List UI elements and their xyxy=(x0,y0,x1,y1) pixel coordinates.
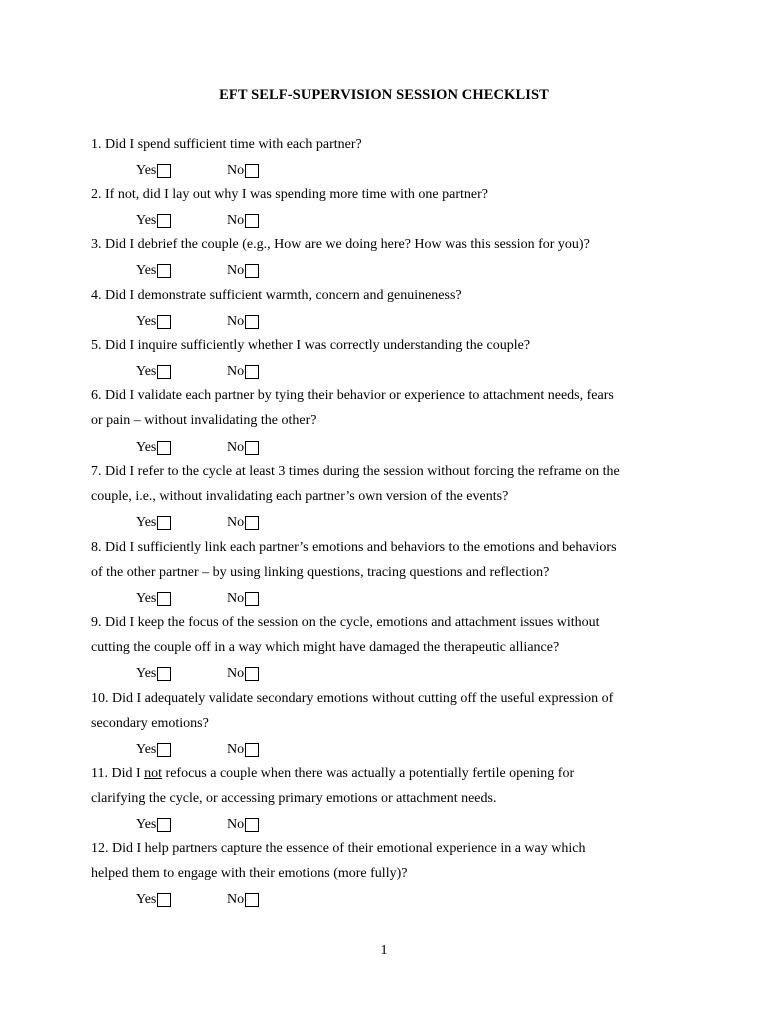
yes-label: Yes xyxy=(136,440,157,455)
no-label: No xyxy=(227,314,245,329)
no-checkbox[interactable] xyxy=(245,516,259,530)
no-option xyxy=(227,514,259,532)
yes-option xyxy=(136,363,171,381)
question-5 xyxy=(91,333,691,358)
question-text-emphasis: not xyxy=(144,766,163,781)
no-option xyxy=(227,439,259,457)
yes-checkbox[interactable] xyxy=(157,893,171,907)
question-text: 3. Did I debrief the couple (e.g., How are we doing here? How was this session for you)? xyxy=(91,237,590,252)
question-2 xyxy=(91,182,691,207)
question-text-suffix: refocus a couple when there was actually a potentially fertile opening for xyxy=(162,766,575,781)
question-text-line-2: clarifying the cycle, or accessing primary emotions or attachment needs. xyxy=(91,791,497,806)
yes-label: Yes xyxy=(136,314,157,329)
yes-label: Yes xyxy=(136,263,157,278)
yes-checkbox[interactable] xyxy=(157,315,171,329)
no-checkbox[interactable] xyxy=(245,365,259,379)
question-text: 4. Did I demonstrate sufficient warmth, concern and genuineness? xyxy=(91,288,462,303)
no-checkbox[interactable] xyxy=(245,818,259,832)
question-text-line-2: secondary emotions? xyxy=(91,716,209,731)
question-text: 2. If not, did I lay out why I was spending more time with one partner? xyxy=(91,187,488,202)
question-text: 5. Did I inquire sufficiently whether I was correctly understanding the couple? xyxy=(91,338,531,353)
question-text-line-2: of the other partner – by using linking questions, tracing questions and reflection? xyxy=(91,565,550,580)
yes-checkbox[interactable] xyxy=(157,164,171,178)
yes-label: Yes xyxy=(136,742,157,757)
yes-option xyxy=(136,439,171,457)
no-checkbox[interactable] xyxy=(245,743,259,757)
question-6 xyxy=(91,383,691,433)
no-option xyxy=(227,590,259,608)
yes-label: Yes xyxy=(136,515,157,530)
question-7 xyxy=(91,459,691,509)
document-title: EFT SELF-SUPERVISION SESSION CHECKLIST xyxy=(219,87,549,103)
page-number: 1 xyxy=(380,943,388,958)
no-option xyxy=(227,262,259,280)
yes-label: Yes xyxy=(136,591,157,606)
question-text-line-2: couple, i.e., without invalidating each partner’s own version of the events? xyxy=(91,489,509,504)
no-option xyxy=(227,212,259,230)
question-8 xyxy=(91,535,691,585)
yes-checkbox[interactable] xyxy=(157,818,171,832)
question-text-line-1: 6. Did I validate each partner by tying their behavior or experience to attachment needs, fears xyxy=(91,388,614,403)
yes-label: Yes xyxy=(136,666,157,681)
yes-option xyxy=(136,891,171,909)
yes-checkbox[interactable] xyxy=(157,365,171,379)
question-text-line-2: cutting the couple off in a way which might have damaged the therapeutic alliance? xyxy=(91,640,560,655)
no-option xyxy=(227,313,259,331)
yes-checkbox[interactable] xyxy=(157,264,171,278)
yes-option xyxy=(136,313,171,331)
yes-label: Yes xyxy=(136,364,157,379)
yes-option xyxy=(136,816,171,834)
yes-option xyxy=(136,741,171,759)
question-11 xyxy=(91,761,691,811)
no-option xyxy=(227,891,259,909)
no-checkbox[interactable] xyxy=(245,592,259,606)
yes-checkbox[interactable] xyxy=(157,516,171,530)
no-label: No xyxy=(227,892,245,907)
no-label: No xyxy=(227,364,245,379)
yes-option xyxy=(136,514,171,532)
question-text-line-1: 10. Did I adequately validate secondary emotions without cutting off the useful expression of xyxy=(91,691,614,706)
yes-option xyxy=(136,590,171,608)
question-text-line-1: 9. Did I keep the focus of the session on the cycle, emotions and attachment issues without xyxy=(91,615,600,630)
no-checkbox[interactable] xyxy=(245,264,259,278)
question-1 xyxy=(91,132,691,157)
no-checkbox[interactable] xyxy=(245,214,259,228)
no-option xyxy=(227,816,259,834)
yes-checkbox[interactable] xyxy=(157,441,171,455)
no-checkbox[interactable] xyxy=(245,164,259,178)
question-4 xyxy=(91,283,691,308)
no-label: No xyxy=(227,440,245,455)
no-label: No xyxy=(227,515,245,530)
no-checkbox[interactable] xyxy=(245,667,259,681)
no-option xyxy=(227,363,259,381)
no-label: No xyxy=(227,817,245,832)
yes-label: Yes xyxy=(136,892,157,907)
question-12 xyxy=(91,836,691,886)
question-text-line-1: 12. Did I help partners capture the essence of their emotional experience in a way which xyxy=(91,841,586,856)
question-text-line-2: helped them to engage with their emotions (more fully)? xyxy=(91,866,408,881)
question-text-line-1: 7. Did I refer to the cycle at least 3 times during the session without forcing the reframe on the xyxy=(91,464,620,479)
yes-label: Yes xyxy=(136,817,157,832)
no-label: No xyxy=(227,666,245,681)
no-option xyxy=(227,741,259,759)
yes-checkbox[interactable] xyxy=(157,214,171,228)
no-checkbox[interactable] xyxy=(245,315,259,329)
yes-label: Yes xyxy=(136,213,157,228)
yes-checkbox[interactable] xyxy=(157,743,171,757)
no-option xyxy=(227,665,259,683)
no-label: No xyxy=(227,163,245,178)
no-label: No xyxy=(227,213,245,228)
yes-checkbox[interactable] xyxy=(157,667,171,681)
no-option xyxy=(227,162,259,180)
no-checkbox[interactable] xyxy=(245,893,259,907)
no-label: No xyxy=(227,742,245,757)
question-9 xyxy=(91,610,691,660)
yes-option xyxy=(136,162,171,180)
no-label: No xyxy=(227,591,245,606)
no-label: No xyxy=(227,263,245,278)
question-3 xyxy=(91,232,691,257)
yes-option xyxy=(136,212,171,230)
no-checkbox[interactable] xyxy=(245,441,259,455)
yes-option xyxy=(136,665,171,683)
question-10 xyxy=(91,686,691,736)
question-text-prefix: 11. Did I xyxy=(91,766,145,781)
question-text-line-1 xyxy=(91,761,691,786)
question-text-line-1: 8. Did I sufficiently link each partner’s emotions and behaviors to the emotions and behaviors xyxy=(91,540,617,555)
yes-checkbox[interactable] xyxy=(157,592,171,606)
question-text: 1. Did I spend sufficient time with each partner? xyxy=(91,137,362,152)
yes-label: Yes xyxy=(136,163,157,178)
yes-option xyxy=(136,262,171,280)
question-text-line-2: or pain – without invalidating the other? xyxy=(91,413,317,428)
